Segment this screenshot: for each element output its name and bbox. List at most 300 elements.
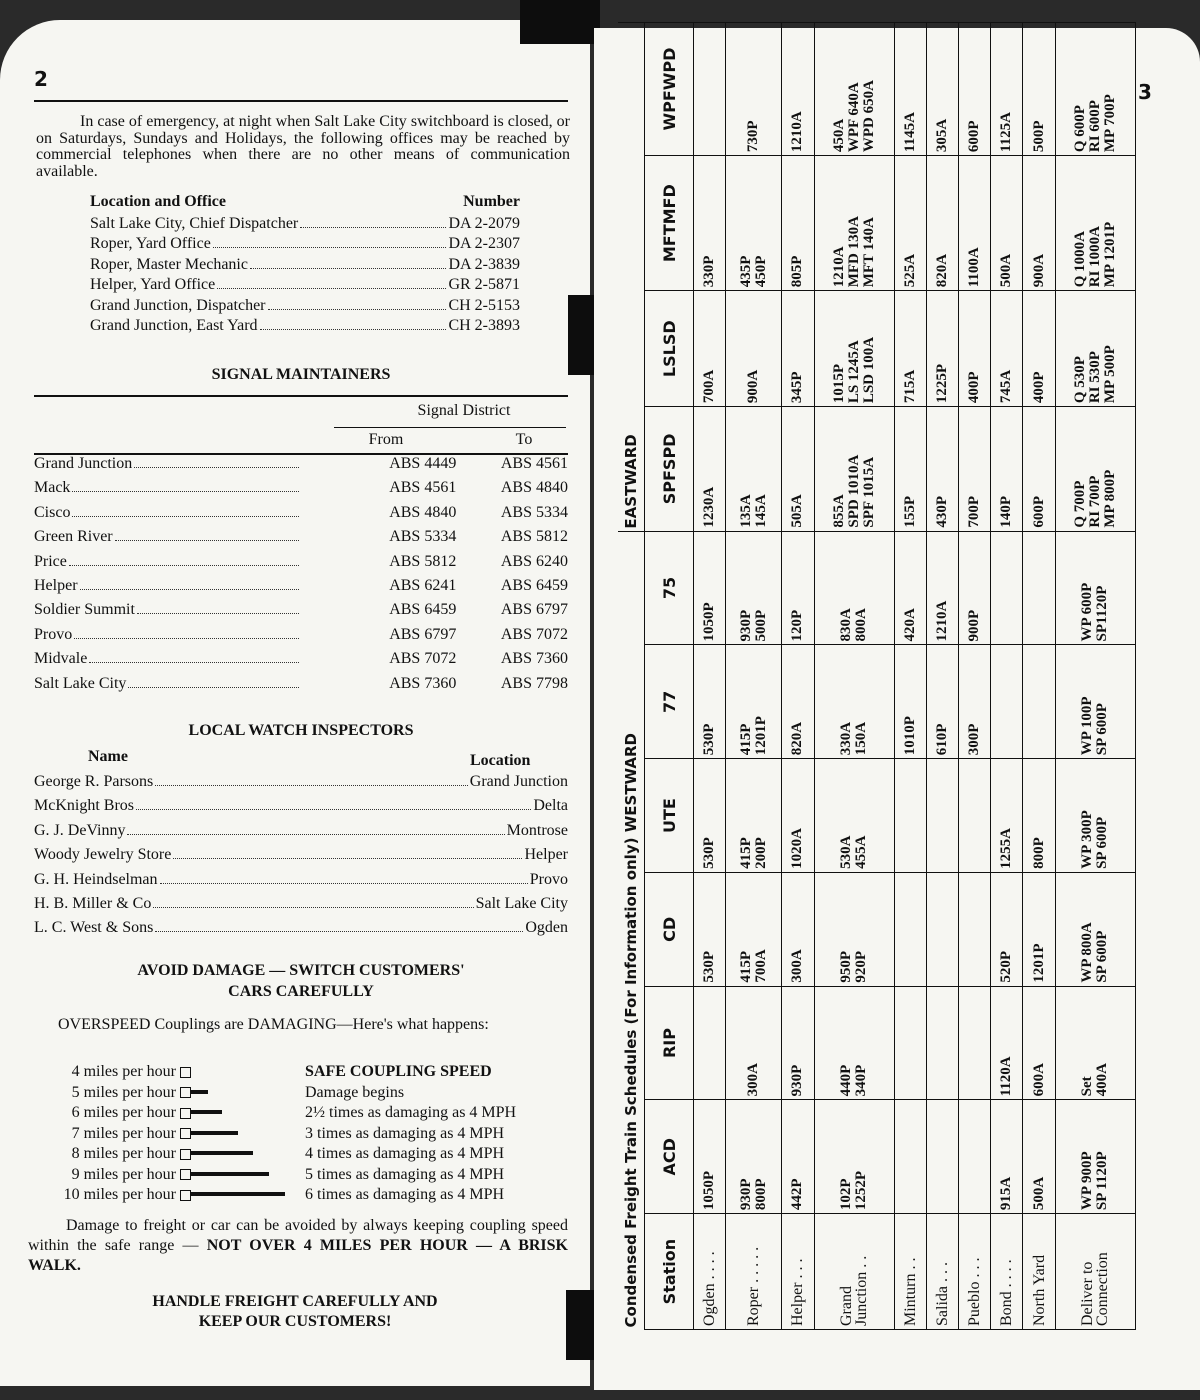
station-row — [959, 23, 991, 1330]
train-column-header: MFTMFD — [645, 156, 694, 291]
station-row — [782, 23, 814, 1330]
speed-effect: 5 times as damaging as 4 MPH — [305, 1165, 505, 1183]
train-column-header: ACD — [645, 1100, 694, 1214]
contact-row-value: GR 2-5871 — [448, 276, 520, 294]
schedule-cell — [927, 872, 959, 986]
avoid-title-line-1: AVOID DAMAGE — SWITCH CUSTOMERS' — [137, 962, 465, 979]
avoid-title — [34, 960, 568, 1002]
speed-label: 4 miles per hour — [71, 1063, 176, 1081]
leader-dots — [173, 858, 522, 859]
speed-effect: Damage begins — [305, 1083, 405, 1101]
schedule-cell: 1230A — [694, 407, 726, 531]
watch-row — [34, 919, 568, 943]
schedule-cell: 420A — [894, 531, 926, 645]
schedule-cell — [927, 986, 959, 1100]
watch-list — [34, 773, 568, 944]
schedule-cell: 805P — [782, 156, 814, 291]
schedule-cell: WP 900P SP 1120P — [1055, 1100, 1135, 1214]
schedule-cell — [894, 872, 926, 986]
watch-row — [34, 871, 568, 895]
schedule-cell: 500A — [1023, 1100, 1055, 1214]
watch-row-value: Grand Junction — [469, 773, 568, 790]
station-name: Salida . . . — [927, 1214, 959, 1330]
closing-line-2: KEEP OUR CUSTOMERS! — [198, 1313, 392, 1330]
schedule-cell: 1225P — [927, 291, 959, 407]
speed-row — [30, 1062, 570, 1083]
speed-box-icon — [180, 1149, 191, 1160]
speed-bar — [191, 1151, 253, 1155]
signal-to: ABS 7072 — [500, 625, 568, 643]
speed-label: 7 miles per hour — [71, 1124, 176, 1142]
watch-row-value: Ogden — [525, 919, 568, 937]
signal-row — [34, 528, 568, 552]
schedule-cell: 530A 455A — [814, 759, 894, 873]
leader-dots — [89, 662, 299, 663]
station-row — [991, 23, 1023, 1330]
train-column-header: UTE — [645, 759, 694, 873]
station-row — [894, 23, 926, 1330]
schedule-cell: 1100A — [959, 156, 991, 291]
speed-label: 6 miles per hour — [71, 1104, 176, 1122]
leader-dots — [115, 540, 299, 541]
contact-row-value: CH 2-5153 — [448, 296, 520, 314]
train-column-header: SPFSPD — [645, 407, 694, 531]
speed-bar — [191, 1192, 285, 1196]
signal-to: ABS 7798 — [500, 674, 568, 692]
signal-to: ABS 6240 — [500, 552, 568, 570]
leader-dots — [260, 329, 447, 330]
damage-text-bold: NOT OVER 4 MILES PER HOUR — A BRISK WALK. — [28, 1237, 569, 1274]
leader-dots — [134, 467, 299, 468]
station-name: Ogden . . . . — [694, 1214, 726, 1330]
overspeed-text: OVERSPEED Couplings are DAMAGING—Here's what happens: — [58, 1016, 489, 1033]
signal-from: ABS 4840 — [389, 503, 457, 521]
watch-row-label: L. C. West & Sons — [34, 919, 154, 937]
schedule-cell: Q 600P RI 600P MP 700P — [1055, 23, 1135, 156]
schedule-cell: 500P — [1023, 23, 1055, 156]
schedule-cell: 715A — [894, 291, 926, 407]
schedule-cell: 1201P — [1023, 872, 1055, 986]
watch-row-value: Delta — [533, 797, 568, 815]
leader-dots — [136, 809, 531, 810]
station-header: Station — [645, 1214, 694, 1330]
schedule-cell: 300A — [782, 872, 814, 986]
speed-row — [30, 1165, 570, 1186]
signal-to: ABS 6797 — [500, 601, 568, 619]
page-number-right: 3 — [1138, 80, 1152, 104]
timetable — [618, 22, 1136, 1330]
train-column-header: LSLSD — [645, 291, 694, 407]
left-page — [0, 20, 590, 1386]
contact-row — [90, 276, 520, 296]
signal-district-header: Signal District — [417, 402, 511, 419]
leader-dots — [128, 687, 299, 688]
schedule-cell — [959, 986, 991, 1100]
schedule-cell: 440P 340P — [814, 986, 894, 1100]
schedule-cell: 400P — [1023, 291, 1055, 407]
schedule-cell: 1210A MFD 130A MFT 140A — [814, 156, 894, 291]
schedule-cell: 700A — [694, 291, 726, 407]
schedule-cell: 800P — [1023, 759, 1055, 873]
contact-row-label: Roper, Yard Office — [90, 235, 211, 253]
station-name: Helper . . . — [782, 1214, 814, 1330]
speed-bar — [191, 1172, 269, 1176]
station-name: Deliver to Connection — [1055, 1214, 1135, 1330]
schedule-cell — [959, 1100, 991, 1214]
schedule-cell: 415P 1201P — [726, 645, 782, 759]
schedule-cell: 930P 500P — [726, 531, 782, 645]
speed-box-icon — [180, 1067, 191, 1078]
contacts-number-header: Number — [463, 193, 520, 210]
leader-dots — [268, 309, 447, 310]
schedule-cell: 120P — [782, 531, 814, 645]
contacts-header — [90, 193, 520, 211]
intro-paragraph — [36, 114, 570, 180]
schedule-cell: 930P — [782, 986, 814, 1100]
contact-row-label: Helper, Yard Office — [90, 276, 216, 294]
speed-row — [30, 1124, 570, 1145]
schedule-cell: 415P 700A — [726, 872, 782, 986]
schedule-cell: 1210A — [927, 531, 959, 645]
speed-box-icon — [180, 1087, 191, 1098]
schedule-cell — [694, 986, 726, 1100]
watch-row-label: George R. Parsons — [34, 773, 154, 790]
spine-shadow — [568, 295, 594, 375]
schedule-cell: 1050P — [694, 531, 726, 645]
signal-row — [34, 626, 568, 650]
leader-dots — [127, 834, 504, 835]
station-row — [1023, 23, 1055, 1330]
watch-row-label: McKnight Bros — [34, 797, 134, 815]
contact-row-value: CH 2-3893 — [448, 316, 520, 334]
speed-effect: 3 times as damaging as 4 MPH — [305, 1124, 505, 1142]
contact-row-label: Grand Junction, East Yard — [90, 316, 258, 334]
signals-list — [34, 455, 568, 699]
station-name: Bond . . . . — [991, 1214, 1023, 1330]
schedule-cell: 305A — [927, 23, 959, 156]
contacts-block — [90, 193, 520, 337]
leader-dots — [155, 931, 523, 932]
schedule-cell: 915A — [991, 1100, 1023, 1214]
speed-label: 8 miles per hour — [71, 1145, 176, 1163]
schedule-cell: 745A — [991, 291, 1023, 407]
station-name: Roper . . . . . — [726, 1214, 782, 1330]
contact-row — [90, 317, 520, 337]
leader-dots — [72, 516, 298, 517]
signal-place: Helper — [34, 576, 78, 594]
schedule-cell: 530P — [694, 872, 726, 986]
schedule-cell — [1023, 645, 1055, 759]
schedule-cell: 530P — [694, 759, 726, 873]
schedule-cell: 1210A — [782, 23, 814, 156]
schedule-cell — [959, 872, 991, 986]
signal-place: Grand Junction — [34, 455, 133, 472]
schedule-cell: 600A — [1023, 986, 1055, 1100]
station-row — [726, 23, 782, 1330]
train-column-header: 75 — [645, 531, 694, 645]
schedule-cell: 1255A — [991, 759, 1023, 873]
signal-place: Green River — [34, 528, 113, 546]
signal-row — [34, 650, 568, 674]
contact-row — [90, 215, 520, 235]
contacts-location-header: Location and Office — [90, 193, 226, 210]
signal-row — [34, 577, 568, 601]
watch-row — [34, 822, 568, 846]
top-rule — [34, 100, 568, 102]
schedule-cell: 415P 200P — [726, 759, 782, 873]
contact-row-label: Grand Junction, Dispatcher — [90, 296, 266, 314]
signal-from: ABS 6797 — [389, 625, 457, 643]
contact-row-label: Roper, Master Mechanic — [90, 255, 248, 273]
signal-from: ABS 6241 — [389, 576, 457, 594]
damage-paragraph — [28, 1216, 568, 1276]
schedule-cell: 1125A — [991, 23, 1023, 156]
schedule-cell: 140P — [991, 407, 1023, 531]
schedule-cell: 1120A — [991, 986, 1023, 1100]
schedule-cell: 450A WPF 640A WPD 650A — [814, 23, 894, 156]
speed-effect: 4 times as damaging as 4 MPH — [305, 1145, 505, 1163]
leader-dots — [217, 288, 446, 289]
signal-place: Price — [34, 552, 67, 570]
avoid-title-line-2: CARS CAREFULLY — [228, 983, 374, 1000]
signal-place: Salt Lake City — [34, 674, 127, 692]
schedule-title: Condensed Freight Train Schedules (For Information only) WESTWARD — [618, 531, 645, 1329]
schedule-cell: Q 1000A RI 1000A MP 1201P — [1055, 156, 1135, 291]
signal-to: ABS 7360 — [500, 650, 568, 668]
schedule-cell — [991, 531, 1023, 645]
signal-from: ABS 4449 — [389, 455, 457, 472]
schedule-cell: 430P — [927, 407, 959, 531]
watch-row-label: G. H. Heindselman — [34, 870, 158, 888]
schedule-table — [618, 22, 1136, 1330]
spine-shadow — [520, 0, 600, 44]
schedule-cell: 442P — [782, 1100, 814, 1214]
schedule-body — [694, 23, 1136, 1330]
signal-row — [34, 479, 568, 503]
signal-place: Provo — [34, 625, 73, 643]
leader-dots — [213, 247, 447, 248]
speed-effect: 2½ times as damaging as 4 MPH — [305, 1104, 517, 1122]
leader-dots — [300, 227, 446, 228]
speed-label: 5 miles per hour — [71, 1083, 176, 1101]
westward-label: WESTWARD — [621, 732, 640, 833]
schedule-cell: Q 530P RI 530P MP 500P — [1055, 291, 1135, 407]
schedule-cell: 950P 920P — [814, 872, 894, 986]
contact-row — [90, 256, 520, 276]
watch-row-value: Helper — [524, 846, 568, 864]
schedule-cell: 600P — [1023, 407, 1055, 531]
page-number-left: 2 — [34, 67, 48, 91]
schedule-cell: Set 400A — [1055, 986, 1135, 1100]
schedule-cell: 135A 145A — [726, 407, 782, 531]
station-name: Pueblo . . . — [959, 1214, 991, 1330]
schedule-cell: 820A — [927, 156, 959, 291]
schedule-cell: WP 600P SP1120P — [1055, 531, 1135, 645]
speeds-list — [30, 1062, 570, 1206]
damage-text: Damage to freight or car can be avoided by always keeping coupling speed within the safe range — — [28, 1217, 568, 1254]
schedule-cell: 155P — [894, 407, 926, 531]
signal-from: ABS 6459 — [389, 601, 457, 619]
schedule-cell — [959, 759, 991, 873]
speed-bar — [191, 1110, 222, 1114]
watch-row-value: Salt Lake City — [475, 894, 568, 912]
watch-row — [34, 895, 568, 919]
closing-line-1: HANDLE FREIGHT CAREFULLY AND — [152, 1293, 438, 1310]
station-name: North Yard — [1023, 1214, 1055, 1330]
speed-box-icon — [180, 1128, 191, 1139]
schedule-cell: 610P — [927, 645, 959, 759]
train-column-header: WPFWPD — [645, 23, 694, 156]
signal-from: ABS 4561 — [389, 479, 457, 497]
closing-text — [20, 1292, 570, 1332]
signal-to: ABS 5334 — [500, 503, 568, 521]
signal-rule — [34, 395, 568, 397]
contact-row-value: DA 2-2079 — [448, 215, 520, 232]
watch-row — [34, 846, 568, 870]
leader-dots — [250, 268, 446, 269]
station-row — [814, 23, 894, 1330]
schedule-cell: Q 700P RI 700P MP 800P — [1055, 407, 1135, 531]
schedule-cell: 345P — [782, 291, 814, 407]
signal-row — [34, 455, 568, 479]
leader-dots — [72, 491, 299, 492]
watch-row-value: Provo — [529, 870, 568, 888]
schedule-cell: WP 800A SP 600P — [1055, 872, 1135, 986]
speed-bar — [191, 1090, 208, 1094]
signal-title: SIGNAL MAINTAINERS — [211, 366, 391, 383]
signal-place: Cisco — [34, 503, 71, 521]
signal-row — [34, 675, 568, 699]
speed-box-icon — [180, 1190, 191, 1201]
signal-place: Midvale — [34, 650, 88, 668]
leader-dots — [74, 638, 299, 639]
schedule-cell: 730P — [726, 23, 782, 156]
signal-from: ABS 7360 — [389, 674, 457, 692]
schedule-cell: 330P — [694, 156, 726, 291]
schedule-cell — [894, 986, 926, 1100]
signal-place: Soldier Summit — [34, 601, 135, 619]
train-column-header: RIP — [645, 986, 694, 1100]
watch-location-header: Location — [470, 752, 531, 769]
schedule-cell: 820A — [782, 645, 814, 759]
schedule-cell: 330A 150A — [814, 645, 894, 759]
watch-row-label: H. B. Miller & Co — [34, 894, 152, 912]
schedule-cell: 435P 450P — [726, 156, 782, 291]
spine-shadow — [566, 1290, 596, 1360]
schedule-cell: 830A 800A — [814, 531, 894, 645]
station-name: Minturn . . — [894, 1214, 926, 1330]
contact-row-value: DA 2-2307 — [448, 235, 520, 253]
intro-text: In case of emergency, at night when Salt Lake City switchboard is closed, or on Saturdays, Sundays and Holidays, the following offices may be reached by commercial telephones when there are no other means of communication available. — [36, 113, 570, 180]
contact-row-value: DA 2-3839 — [448, 255, 520, 273]
train-column-header: 77 — [645, 645, 694, 759]
schedule-cell: 1050P — [694, 1100, 726, 1214]
schedule-cell: 102P 1252P — [814, 1100, 894, 1214]
train-column-header: CD — [645, 872, 694, 986]
schedule-cell: 300P — [959, 645, 991, 759]
schedule-cell: 855A SPD 1010A SPF 1015A — [814, 407, 894, 531]
schedule-cell: WP 300P SP 600P — [1055, 759, 1135, 873]
watch-row-value: Montrose — [506, 821, 568, 839]
leader-dots — [69, 565, 299, 566]
signal-from: ABS 5812 — [389, 552, 457, 570]
signal-place: Mack — [34, 479, 71, 497]
schedule-cell: 505A — [782, 407, 814, 531]
schedule-cell: WP 100P SP 600P — [1055, 645, 1135, 759]
watch-title: LOCAL WATCH INSPECTORS — [188, 722, 414, 739]
schedule-cell: 525A — [894, 156, 926, 291]
signal-to: ABS 6459 — [500, 576, 568, 594]
schedule-cell: 1145A — [894, 23, 926, 156]
station-row — [927, 23, 959, 1330]
schedule-cell — [894, 759, 926, 873]
contact-row — [90, 235, 520, 255]
speed-effect: 6 times as damaging as 4 MPH — [305, 1186, 505, 1204]
schedule-cell: 600P — [959, 23, 991, 156]
schedule-cell: 500A — [991, 156, 1023, 291]
speed-row — [30, 1103, 570, 1124]
signal-row — [34, 553, 568, 577]
schedule-cell — [894, 1100, 926, 1214]
station-name: Grand Junction . . — [814, 1214, 894, 1330]
signal-district-rule — [334, 427, 566, 428]
watch-row-label: G. J. DeVinny — [34, 821, 126, 839]
signal-from: ABS 5334 — [389, 528, 457, 546]
speed-row — [30, 1144, 570, 1165]
schedule-cell: 900A — [726, 291, 782, 407]
leader-dots — [160, 883, 528, 884]
schedule-cell: 400P — [959, 291, 991, 407]
speed-effect: SAFE COUPLING SPEED — [305, 1063, 492, 1081]
schedule-cell: 530P — [694, 645, 726, 759]
leader-dots — [137, 613, 299, 614]
signal-from-header: From — [368, 431, 404, 448]
schedule-cell — [927, 759, 959, 873]
header-row — [645, 23, 694, 1330]
speed-box-icon — [180, 1108, 191, 1119]
schedule-cell — [927, 1100, 959, 1214]
signal-to: ABS 5812 — [500, 528, 568, 546]
signal-from: ABS 7072 — [389, 650, 457, 668]
speed-row — [30, 1185, 570, 1206]
schedule-cell: 300A — [726, 986, 782, 1100]
signal-row — [34, 601, 568, 625]
contact-row — [90, 297, 520, 317]
schedule-cell: 930P 800P — [726, 1100, 782, 1214]
leader-dots — [153, 907, 473, 908]
schedule-cell: 900P — [959, 531, 991, 645]
eastward-label: EASTWARD — [618, 23, 645, 532]
contacts-list — [90, 215, 520, 337]
title-row — [618, 23, 645, 1330]
speed-label: 9 miles per hour — [71, 1165, 176, 1183]
schedule-cell — [694, 23, 726, 156]
schedule-cell: 1020A — [782, 759, 814, 873]
schedule-cell: 1015P LS 1245A LSD 100A — [814, 291, 894, 407]
signal-to: ABS 4561 — [500, 455, 568, 472]
leader-dots — [80, 589, 299, 590]
signal-to-header: To — [515, 431, 533, 448]
watch-row — [34, 797, 568, 821]
signal-to: ABS 4840 — [500, 479, 568, 497]
speed-row — [30, 1083, 570, 1104]
station-row — [694, 23, 726, 1330]
schedule-cell: 900A — [1023, 156, 1055, 291]
watch-row — [34, 773, 568, 797]
schedule-cell — [1023, 531, 1055, 645]
station-row — [1055, 23, 1135, 1330]
speed-box-icon — [180, 1169, 191, 1180]
